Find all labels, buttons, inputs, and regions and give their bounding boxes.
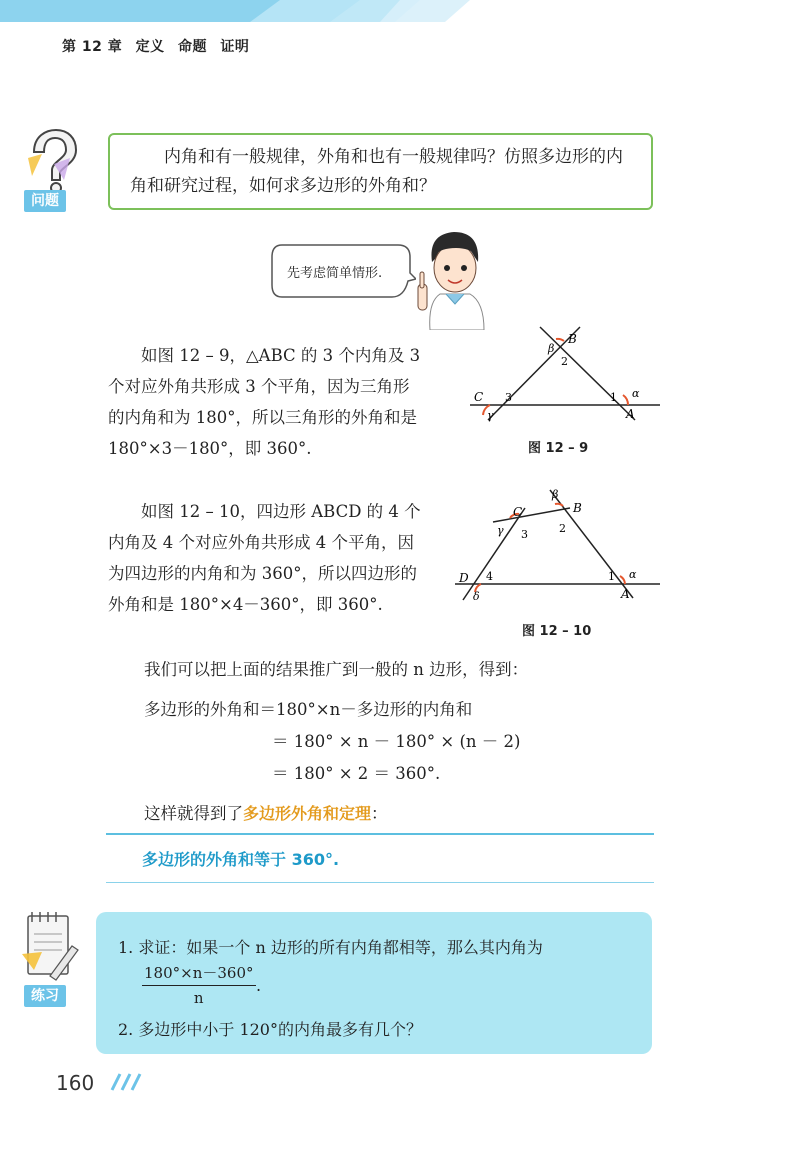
chapter-header [62, 36, 257, 56]
fig1-label-3: 3 [505, 391, 512, 404]
bubble-text: 先考虑简单情形. [287, 266, 383, 281]
page-number: 160 [56, 1071, 95, 1095]
chapter-part-3: 证明 [220, 39, 250, 55]
fig1-label-B: B [568, 332, 577, 346]
chapter-part-1: 定义 [135, 39, 165, 55]
fig2-label-C: C [513, 505, 523, 519]
theorem-colon: ： [371, 804, 388, 823]
fig1-label-2: 2 [561, 355, 568, 368]
figure-12-9 [470, 325, 665, 435]
fraction-numerator: 180°×n－360° [142, 962, 256, 986]
formula-line-1: 多边形的外角和＝180°×n－多边形的内角和 [144, 700, 473, 719]
figure-12-9-caption: 图 12 – 9 [528, 441, 589, 456]
fig2-label-A: A [621, 587, 630, 601]
fig1-label-beta: β [548, 342, 555, 355]
question-box [108, 133, 653, 210]
fig1-line-ba [540, 327, 635, 420]
exercise-notebook-icon [18, 908, 80, 988]
fig2-label-alpha: α [629, 568, 637, 581]
question-text: 内角和有一般规律，外角和也有一般规律吗？仿照多边形的内角和研究过程，如何求多边形的外角和？ [130, 147, 623, 196]
para1-line3: 的内角和为 180°，所以三角形的外角和是 [108, 408, 417, 427]
formula-line-2: ＝ 180° × n － 180° × (n － 2) [272, 732, 521, 751]
theorem-intro [144, 800, 388, 824]
para1-line4: 180°×3－180°，即 360°. [108, 439, 312, 458]
para2-line2: 内角及 4 个对应外角共形成 4 个平角，因 [108, 533, 414, 552]
para1-line1: 如图 12 – 9，△ABC 的 3 个内角及 3 [141, 346, 421, 365]
paragraph-quadrilateral [108, 496, 468, 620]
general-intro: 我们可以把上面的结果推广到一般的 n 边形，得到： [144, 660, 529, 679]
exercise-item-2: 2. 多边形中小于 120°的内角最多有几个？ [118, 1020, 422, 1039]
question-tag: 问题 [24, 190, 66, 212]
exercise-item-1: 1. 求证：如果一个 n 边形的所有内角都相等，那么其内角为 [118, 938, 543, 957]
paragraph-triangle [108, 340, 468, 464]
para2-line1: 如图 12 – 10，四边形 ABCD 的 4 个 [141, 502, 421, 521]
fig2-label-delta: δ [473, 590, 480, 603]
figure-12-10 [455, 488, 665, 603]
fig1-label-alpha: α [632, 387, 640, 400]
chapter-number: 第 12 章 [62, 39, 123, 55]
para2-line3: 为四边形的内角和为 360°，所以四边形的 [108, 564, 417, 583]
fig1-label-A: A [626, 407, 635, 421]
theorem-name: 多边形外角和定理 [243, 804, 372, 823]
fig2-arc-beta [555, 504, 563, 506]
fig2-label-1: 1 [608, 570, 615, 583]
theorem-statement: 多边形的外角和等于 360°. [142, 850, 340, 869]
fig1-line-cb [488, 327, 580, 420]
fraction-period: . [256, 976, 262, 995]
theorem-top-rule [106, 833, 654, 835]
formula-line-3: ＝ 180° × 2 ＝ 360°. [272, 764, 441, 783]
fig1-label-C: C [474, 390, 484, 404]
fig1-arc-beta [556, 339, 564, 341]
page-number-slashes [106, 1072, 142, 1092]
chapter-part-2: 命题 [177, 39, 207, 55]
exercise-tag: 练习 [24, 985, 66, 1007]
fig2-label-4: 4 [486, 570, 493, 583]
figure-12-10-caption: 图 12 – 10 [522, 624, 592, 639]
exercise-fraction [142, 962, 256, 1007]
theorem-lead: 这样就得到了 [144, 804, 243, 823]
fig2-label-beta: β [552, 488, 559, 501]
theorem-bottom-rule [106, 882, 654, 883]
fig2-line-cb [493, 508, 570, 522]
fig2-label-2: 2 [559, 522, 566, 535]
fig1-label-gamma: γ [487, 409, 494, 422]
para1-line2: 个对应外角共形成 3 个平角，因为三角形 [108, 377, 410, 396]
fig1-label-1: 1 [610, 391, 617, 404]
para2-line4: 外角和是 180°×4－360°，即 360°. [108, 595, 383, 614]
student-illustration [410, 222, 492, 330]
fig2-label-3: 3 [521, 528, 528, 541]
fig2-label-gamma: γ [497, 524, 504, 537]
header-band [0, 0, 800, 30]
fig2-label-B: B [573, 501, 582, 515]
fraction-denominator: n [193, 989, 204, 1007]
fig2-label-D: D [459, 571, 469, 585]
fig1-arc-alpha [623, 395, 628, 405]
